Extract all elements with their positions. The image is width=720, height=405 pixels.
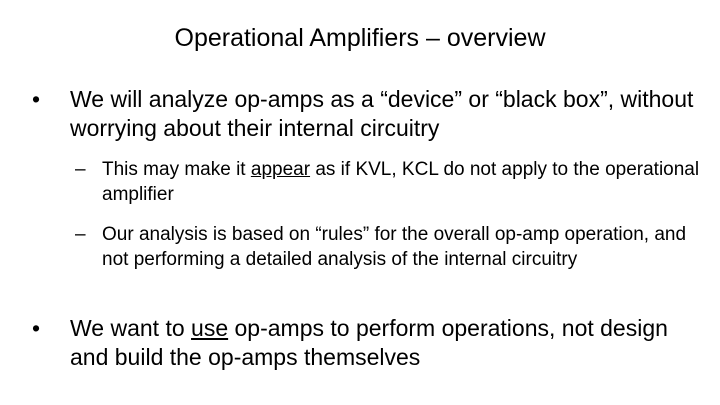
bullet-marker: •	[32, 86, 41, 112]
subbullet-marker: –	[75, 224, 86, 245]
bullet-text-after: op-amps to perform operations, not design and build the op-amps themselves	[70, 315, 668, 370]
bullet-text	[70, 314, 710, 372]
subbullet-text	[102, 157, 702, 207]
underlined-word-use: use	[191, 315, 229, 341]
subbullet-text: Our analysis is based on “rules” for the overall op-amp operation, and not performing a detailed analysis of the internal circuitry	[102, 224, 687, 270]
slide-title: Operational Amplifiers – overview	[174, 24, 546, 52]
bullet-text-before: We want to	[70, 315, 192, 341]
subbullet-text-before: This may make it	[102, 159, 251, 180]
bullet-marker: •	[32, 315, 41, 341]
underlined-word-appear: appear	[250, 159, 311, 180]
subbullet-text-after: as if KVL, KCL do not apply to the operational amplifier	[102, 159, 700, 205]
bullet-text: We will analyze op-amps as a “device” or “black box”, without worrying about their internal circuitry	[70, 86, 694, 141]
subbullet-marker: –	[75, 159, 86, 180]
